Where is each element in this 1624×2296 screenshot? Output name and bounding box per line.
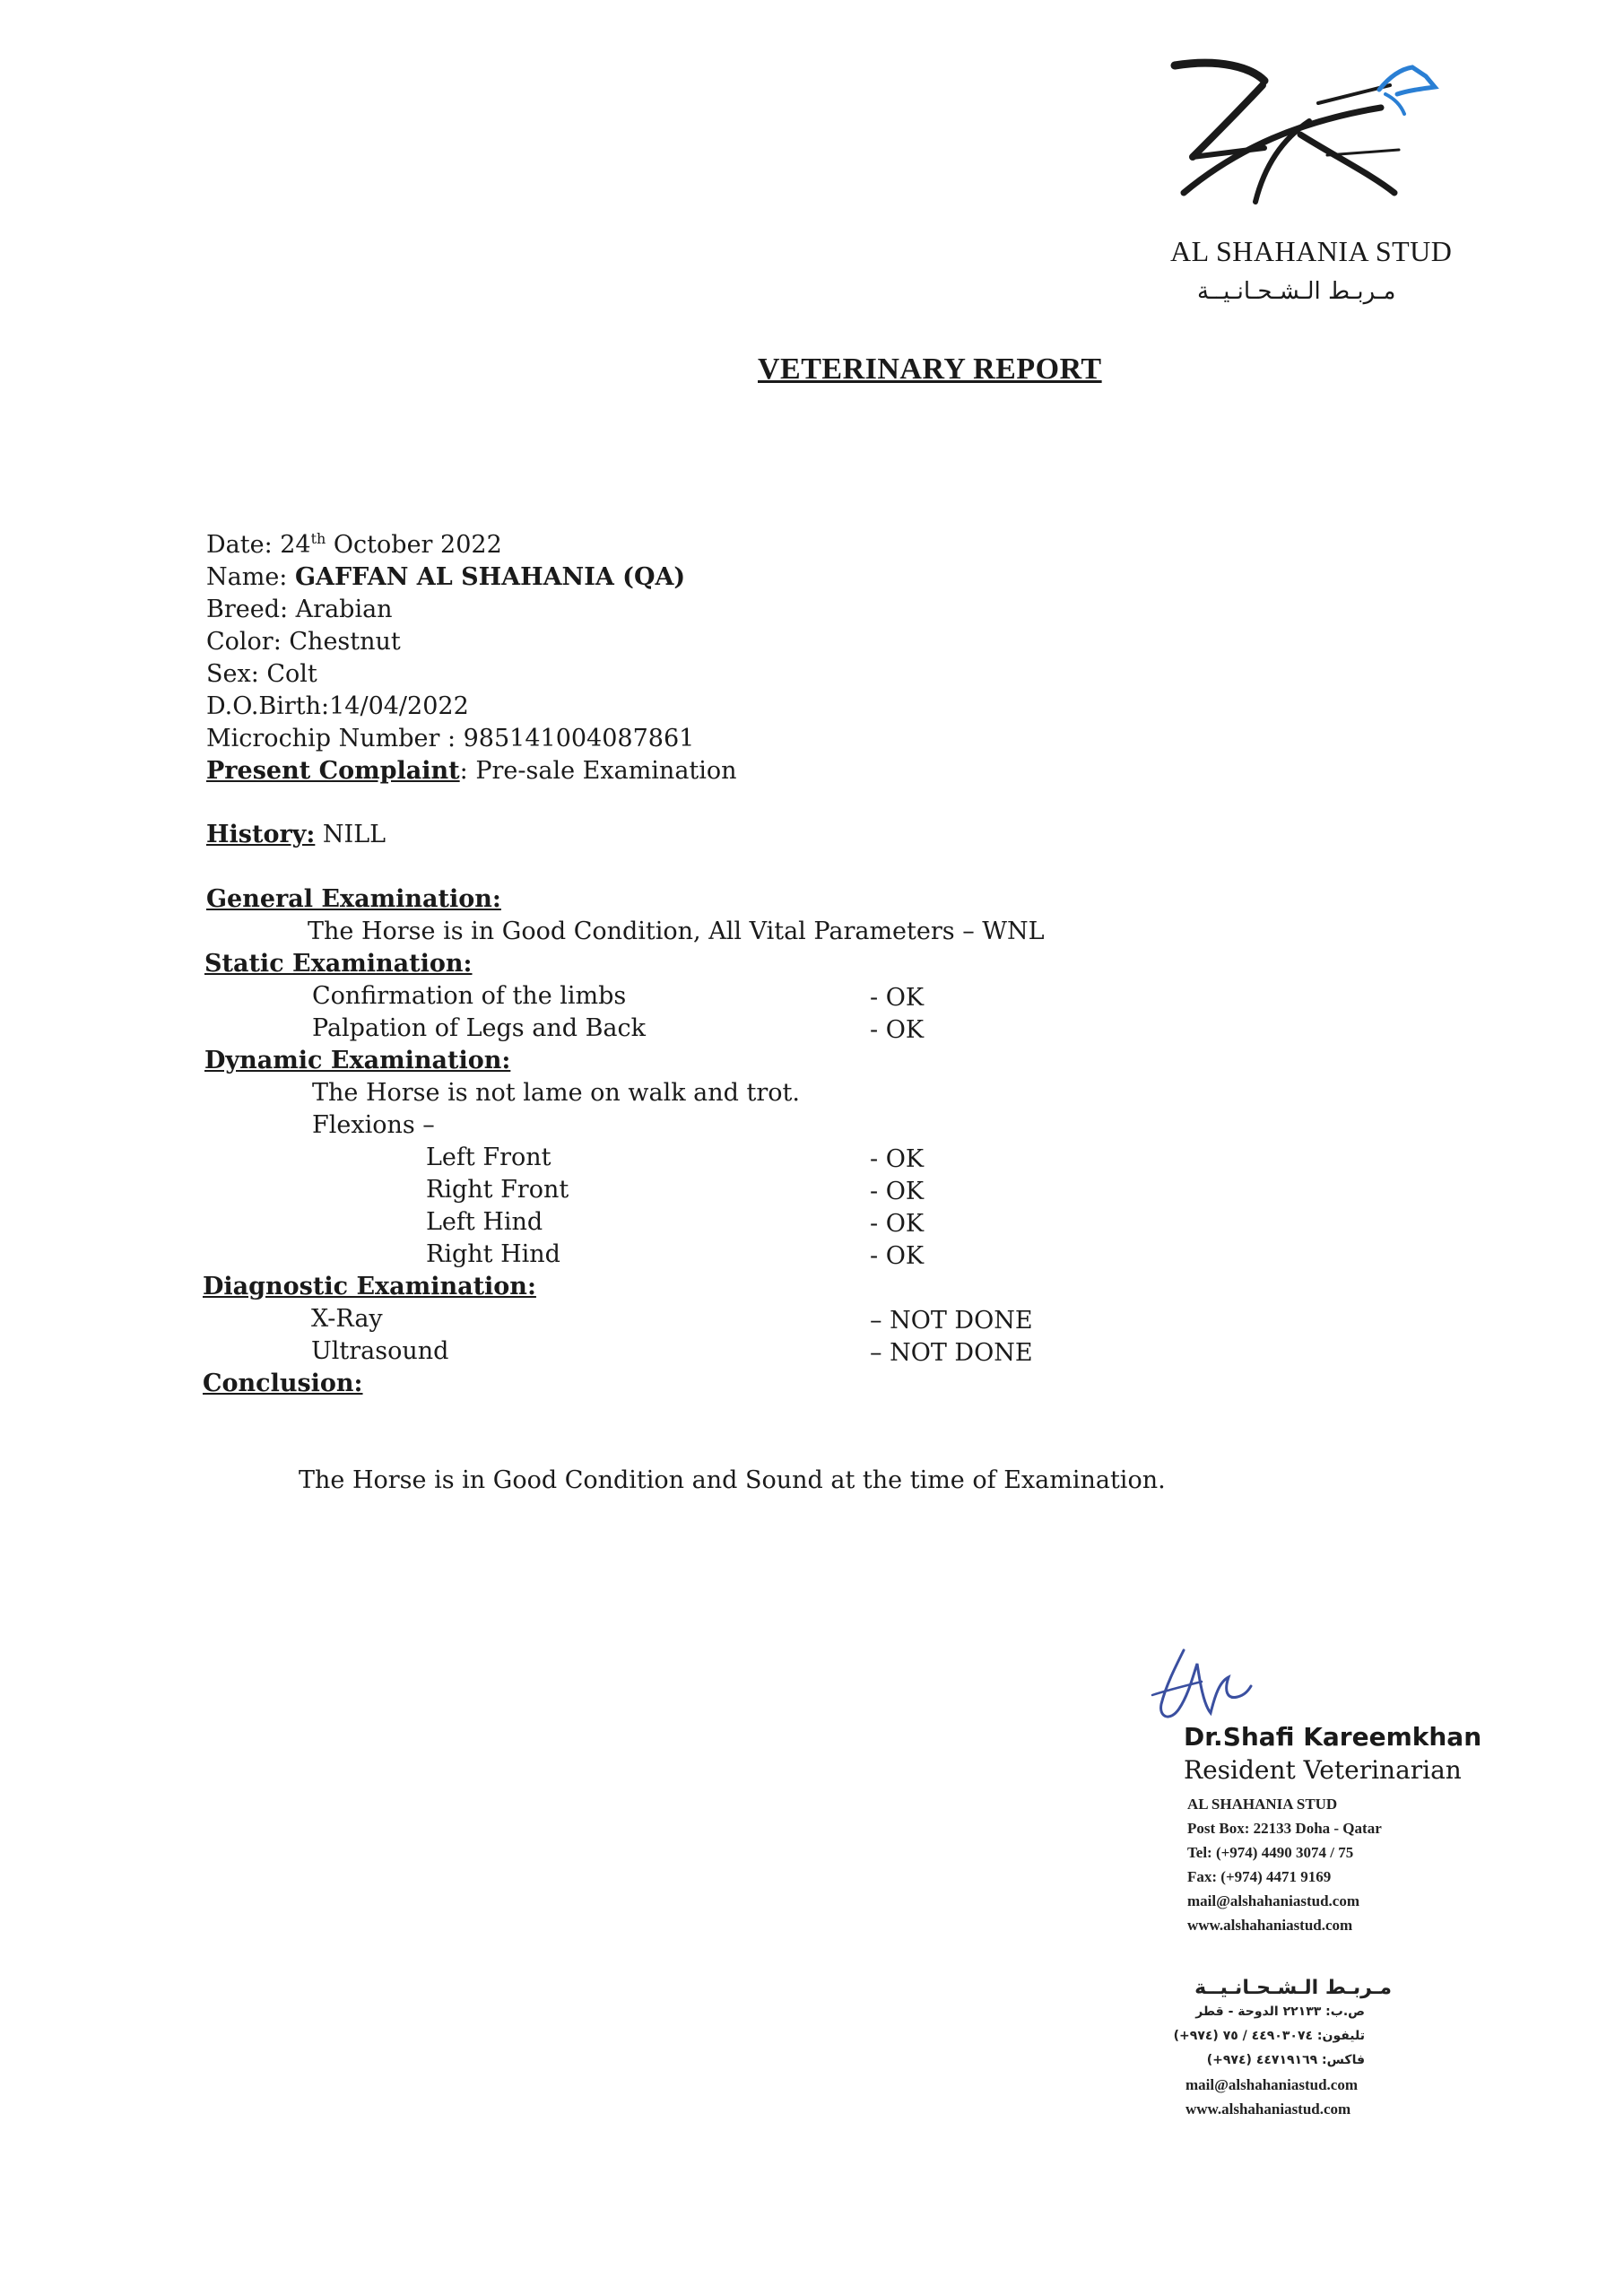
brand-arabic: مـربـط الـشـحـانـيــة xyxy=(1197,278,1396,305)
footer-arabic-line: فاكس: ٤٤٧١٩١٦٩ (٩٧٤+) xyxy=(1206,2053,1365,2067)
footer-arabic-block xyxy=(1173,1976,1392,2121)
static-result: - OK xyxy=(870,984,925,1012)
static-exam-heading: Static Examination: xyxy=(204,950,473,978)
footer-line: mail@alshahaniastud.com xyxy=(1187,1892,1359,1909)
footer-line: Tel: (+974) 4490 3074 / 75 xyxy=(1187,1844,1354,1861)
diagnostic-result: – NOT DONE xyxy=(870,1307,1033,1335)
dynamic-exam-text: The Horse is not lame on walk and trot. xyxy=(312,1079,800,1107)
footer-contact-block xyxy=(1187,1792,1382,1937)
dynamic-exam-heading: Dynamic Examination: xyxy=(204,1047,511,1074)
name-line: Name: GAFFAN AL SHAHANIA (QA) xyxy=(206,563,686,591)
diagnostic-exam-heading: Diagnostic Examination: xyxy=(203,1273,536,1300)
flexions-label: Flexions – xyxy=(312,1111,435,1139)
signatory-name: Dr.Shafi Kareemkhan xyxy=(1184,1722,1482,1752)
footer-arabic-brand: مـربـط الـشـحـانـيــة xyxy=(1194,1977,1392,1999)
signatory-title: Resident Veterinarian xyxy=(1184,1755,1462,1785)
flexion-result: - OK xyxy=(870,1178,925,1205)
microchip-line: Microchip Number : 985141004087861 xyxy=(206,725,695,752)
complaint-line: Present Complaint: Pre-sale Examination xyxy=(206,757,737,785)
sex-line: Sex: Colt xyxy=(206,660,317,688)
conclusion-text: The Horse is in Good Condition and Sound at the time of Examination. xyxy=(299,1466,1166,1494)
stud-logo xyxy=(1166,49,1453,211)
flexion-result: - OK xyxy=(870,1145,925,1173)
diagnostic-result: – NOT DONE xyxy=(870,1339,1033,1367)
horse-name: GAFFAN AL SHAHANIA (QA) xyxy=(294,563,686,591)
color-line: Color: Chestnut xyxy=(206,628,401,656)
general-exam-text: The Horse is in Good Condition, All Vital Parameters – WNL xyxy=(308,918,1045,945)
breed-line: Breed: Arabian xyxy=(206,596,393,623)
footer-arabic-mail: mail@alshahaniastud.com xyxy=(1185,2076,1358,2093)
static-item: Palpation of Legs and Back xyxy=(312,1014,647,1042)
footer-arabic-line: ص.ب: ٢٢١٣٣ الدوحة - قطر xyxy=(1195,2005,1365,2019)
brand-name: AL SHAHANIA STUD xyxy=(1170,235,1453,267)
diagnostic-item: Ultrasound xyxy=(311,1337,449,1365)
report-title: VETERINARY REPORT xyxy=(758,352,1102,386)
footer-line: www.alshahaniastud.com xyxy=(1187,1917,1353,1934)
flexion-item: Right Front xyxy=(426,1176,569,1204)
date-line: Date: 24th October 2022 xyxy=(206,530,502,559)
footer-line: AL SHAHANIA STUD xyxy=(1187,1796,1338,1813)
flexion-result: - OK xyxy=(870,1242,925,1270)
footer-line: Fax: (+974) 4471 9169 xyxy=(1187,1868,1332,1885)
dob-line: D.O.Birth:14/04/2022 xyxy=(206,692,469,720)
flexion-result: - OK xyxy=(870,1210,925,1238)
general-exam-heading: General Examination: xyxy=(206,885,501,913)
footer-arabic-line: تليفون: ٤٤٩٠٣٠٧٤ / ٧٥ (٩٧٤+) xyxy=(1173,2029,1365,2043)
footer-line: Post Box: 22133 Doha - Qatar xyxy=(1187,1820,1382,1837)
flexion-item: Left Front xyxy=(426,1144,551,1171)
conclusion-heading: Conclusion: xyxy=(203,1370,363,1397)
static-result: - OK xyxy=(870,1016,925,1044)
diagnostic-item: X-Ray xyxy=(311,1305,383,1333)
flexion-item: Right Hind xyxy=(426,1240,560,1268)
history-line: History: NILL xyxy=(206,821,386,848)
flexion-item: Left Hind xyxy=(426,1208,543,1236)
static-item: Confirmation of the limbs xyxy=(312,982,627,1010)
footer-arabic-web: www.alshahaniastud.com xyxy=(1185,2100,1351,2118)
